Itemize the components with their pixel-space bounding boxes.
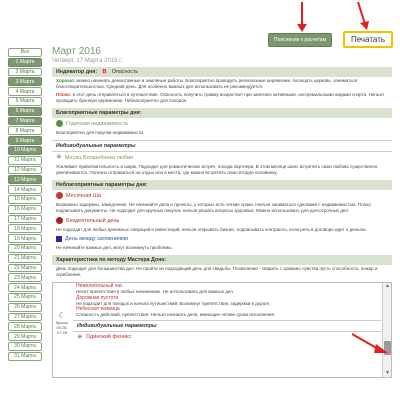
sidebar-item-date[interactable]: 3 Марта xyxy=(8,77,42,86)
sidebar-item-all[interactable]: Все xyxy=(8,48,42,57)
item-text: Усиливает привлекательность и шарм. Подходит для романтических встреч, похода партнера. В этом месяце шанс встретить свою любовь существенно увеличивается. Полезно отправиться на отдых или в места, где можно встретить свою вторую половинку. xyxy=(56,164,378,175)
main-content xyxy=(52,46,392,396)
sidebar-item-date[interactable]: 19 Марта xyxy=(8,234,42,243)
panel-item-title: Небесная темница xyxy=(76,306,120,312)
hour-animal: Крысы xyxy=(55,320,69,325)
sidebar-item-date[interactable]: 16 Марта xyxy=(8,205,42,214)
sidebar-item-date[interactable]: 6 Марта xyxy=(8,107,42,116)
blue-square-icon xyxy=(56,236,62,242)
sidebar-item-date[interactable]: 28 Марта xyxy=(8,322,42,331)
top-toolbar xyxy=(0,0,400,48)
sidebar-item-date[interactable]: 11 Марта xyxy=(8,156,42,165)
page-title: Март 2016 xyxy=(52,46,101,57)
indicator-desc: Опасность xyxy=(111,69,139,75)
favorable-params-heading: Благоприятные параметры дня: xyxy=(52,108,392,118)
sidebar-item-date[interactable]: 1 Марта xyxy=(8,58,42,67)
star-icon: ✳ xyxy=(56,154,62,161)
sidebar-item-date[interactable]: 21 Марта xyxy=(8,254,42,263)
sidebar-item-date[interactable]: 14 Марта xyxy=(8,185,42,194)
panel-item-text: Не подходит для поездок и начала путешествий. Возникнут препятствия, задержки в дороге. xyxy=(76,300,271,306)
red-arrow-icon xyxy=(352,332,388,354)
red-circle-icon xyxy=(56,217,63,224)
item-title: День между затмениями xyxy=(65,236,128,242)
favorable-item xyxy=(52,118,392,129)
item-text: Не подходит для любых денежных операций и инвестиций, нельзя открывать бизнес, подписывать контракты, если речь в договоре идет о деньгах. xyxy=(56,227,368,232)
unfavorable-item xyxy=(52,234,392,244)
good-paragraph xyxy=(52,77,392,91)
panel-individual-heading: Индивидуальные параметры xyxy=(73,320,381,332)
item-text: Возможны задержки, замедление. Не начинайте дела и проекты, у которых есть четкие сроки. Нельзя заниматься сделками с недвижимостью. Плохо подписывать документы. Не подходит для крупных покупок, нельзя решать вопросы здоровья. Можно использовать для долгосрочных дел. xyxy=(56,202,371,213)
item-title: Месяц Волшебника любви xyxy=(64,154,134,161)
sidebar-item-date[interactable]: 10 Марта xyxy=(8,146,42,155)
sidebar-item-date[interactable]: 31 Марта xyxy=(8,352,42,361)
red-arrow-icon xyxy=(356,2,370,30)
scroll-down-icon[interactable]: ▼ xyxy=(385,370,390,376)
item-text: Благоприятно для покупки недвижимости. xyxy=(56,130,145,135)
item-title: Месячная Ша xyxy=(66,192,101,199)
print-button[interactable]: Печатать xyxy=(343,31,393,48)
sidebar-item-date[interactable]: 18 Марта xyxy=(8,224,42,233)
sidebar-item-date[interactable]: 24 Марта xyxy=(8,283,42,292)
item-text: Не начинайте важных дел, могут возникнуть проблемы. xyxy=(56,245,173,250)
good-label: Хорошо: xyxy=(56,78,76,83)
sidebar-item-date[interactable]: 4 Марта xyxy=(8,87,42,96)
panel-inner xyxy=(53,283,381,377)
hour-column xyxy=(55,311,69,335)
page-subtitle: Четверг, 17 Марта 2016 г. xyxy=(52,58,123,64)
indicator-badge: В xyxy=(102,69,107,75)
day-indicator xyxy=(52,67,392,77)
sidebar-item-date[interactable]: 15 Марта xyxy=(8,195,42,204)
sidebar-item-date[interactable]: 2 Марта xyxy=(8,68,42,77)
panel-content xyxy=(73,283,381,343)
indicator-label: Индикатор дня: xyxy=(56,69,98,75)
sidebar-item-date[interactable]: 23 Марта xyxy=(8,273,42,282)
sidebar-item-date[interactable]: 20 Марта xyxy=(8,244,42,253)
sidebar-item-date[interactable]: 26 Марта xyxy=(8,303,42,312)
red-arrow-icon xyxy=(296,2,308,32)
unfavorable-item xyxy=(52,215,392,226)
sidebar-item-date[interactable]: 13 Марта xyxy=(8,175,42,184)
individual-params-heading: Индивидуальные параметры xyxy=(52,140,392,152)
unfavorable-params-heading: Неблагоприятные параметры дня: xyxy=(52,180,392,190)
hour-time: 06:28-07:28 xyxy=(56,325,68,335)
item-title: Годичная недвижимость xyxy=(66,120,129,127)
sidebar-item-date[interactable]: 9 Марта xyxy=(8,136,42,145)
panel-scrollbar[interactable] xyxy=(382,283,391,377)
explain-calculations-button[interactable]: Пояснения к расчетам xyxy=(268,33,332,47)
sidebar-item-date[interactable]: 8 Марта xyxy=(8,126,42,135)
good-text: можно начинать демонтажные и земляные работы. Благоприятно проводить религиозные церемонии, посещать церковь, заниматься благотворительностью. Средний день. Для особенно важных дел использовать не рекомендуется. xyxy=(56,78,358,89)
bad-label: Плохо: xyxy=(56,92,72,97)
sidebar-item-date[interactable]: 12 Марта xyxy=(8,166,42,175)
favorable-item xyxy=(52,152,392,163)
red-circle-icon xyxy=(56,192,63,199)
panel-item-text: Несет препятствия в любых начинаниях. Не использовать для важных дел. xyxy=(76,289,235,294)
sidebar-item-date[interactable]: 7 Марта xyxy=(8,117,42,126)
panel-item-title: Дорожная пустота xyxy=(76,294,119,301)
sidebar-item-date[interactable]: 25 Марта xyxy=(8,293,42,302)
sidebar-item-date[interactable]: 17 Марта xyxy=(8,215,42,224)
bad-paragraph xyxy=(52,91,392,105)
panel-item-text: Сложность действий, препятствия. Нельзя начинать дела, имеющие четкие сроки исполнения. xyxy=(76,312,276,317)
moon-icon: ☾ xyxy=(58,311,66,320)
scroll-up-icon[interactable]: ▲ xyxy=(385,283,390,289)
sidebar-item-date[interactable]: 30 Марта xyxy=(8,342,42,351)
green-circle-icon xyxy=(56,120,63,127)
panel-item-title: Нежелательный час xyxy=(76,283,123,289)
date-sidebar xyxy=(8,48,42,362)
panel-item-title: Одинокий феникс xyxy=(85,334,132,340)
sidebar-item-date[interactable]: 27 Марта xyxy=(8,313,42,322)
item-title: Бездеятельный день xyxy=(66,217,120,224)
sidebar-item-date[interactable]: 5 Марта xyxy=(8,97,42,106)
panel-item xyxy=(73,332,381,343)
sidebar-item-date[interactable]: 29 Марта xyxy=(8,332,42,341)
sidebar-item-date[interactable]: 22 Марта xyxy=(8,264,42,273)
master-don-heading: Характеристика по методу Мастера Дона: xyxy=(52,255,392,265)
star-icon: ✳ xyxy=(77,333,83,341)
master-don-text: День подходит для большинства дел. Не пройти не подходящий день для свадьбы. Позволение - сварить с храмово чувства пусть способность, пожар и огребление. xyxy=(56,266,378,277)
hours-panel xyxy=(52,282,392,378)
bad-text: в этот день отправляться в путешествие. Опасность получить травму возрастает при занятиях активными, экстремальными видами спорта. Нельзя проводить брачную церемонию. Неблагоприятно для похорон. xyxy=(56,92,384,103)
unfavorable-item xyxy=(52,190,392,201)
